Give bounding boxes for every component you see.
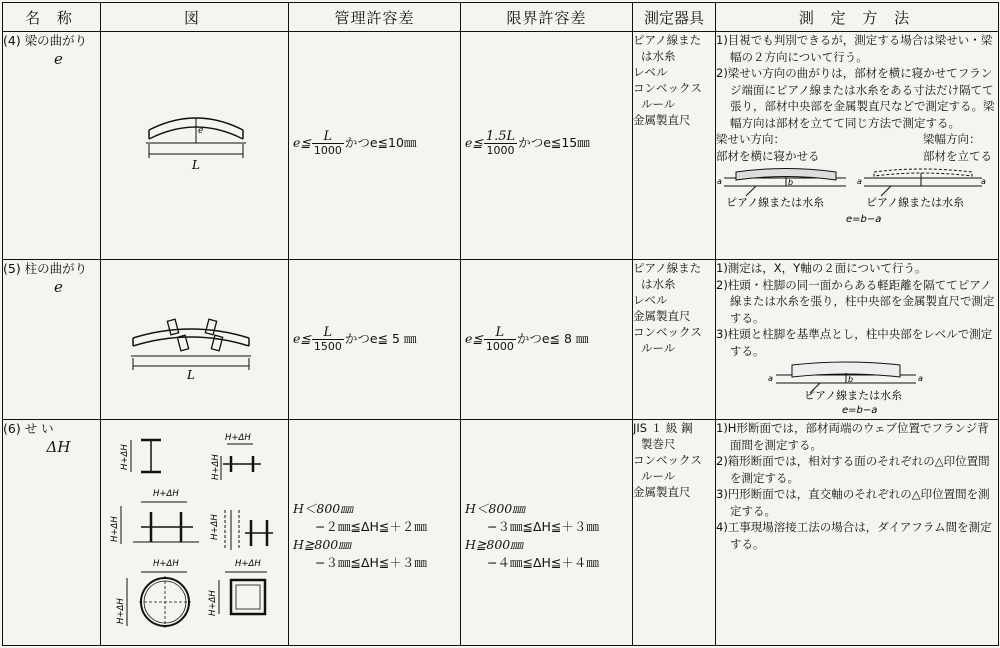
dim-label: H+ΔH — [208, 590, 218, 616]
column-measure-diagram — [716, 359, 988, 417]
method-cell: 1)測定は，X，Y軸の２面について行う。 2)柱頭・柱脚の同一面からある軽距離を隔ててピアノ線または水糸を張り，柱中央部を金属製直尺で測定する。 3)柱頭と柱脚を基準点とし，柱中央部をレベルで測定する。 b a a ピアノ線または水糸 e=b−a — [716, 260, 999, 420]
figure-cell — [101, 32, 289, 260]
instruments-cell: ピアノ線また は水糸 レベル 金属製直尺 コンベックス ルール — [633, 260, 716, 420]
dim-label-l: L — [187, 368, 195, 382]
method-cell: 1)H形断面では，部材両端のウェブ位置でフランジ背面間を測定する。 2)箱形断面では，相対する面のそれぞれの△印位置間を測定する。 3)円形断面では，直交軸のそれぞれの△印位置間を測定する。 4)工事現場溶接工法の場合は，ダイアフラム間を測定する。 — [716, 420, 999, 646]
control-tolerance-cell — [289, 260, 461, 420]
tol-fraction: $\frac{L}{1500}$ — [313, 325, 342, 353]
item-title: (4) 梁の曲がり — [3, 33, 88, 48]
instruments-cell: ピアノ線また は水糸 レベル コンベックス ルール 金属製直尺 — [633, 32, 716, 260]
svg-text:a: a — [857, 177, 862, 186]
header-name: 名 称 — [3, 3, 101, 32]
column-bend-figure — [101, 260, 289, 420]
item-name — [3, 420, 101, 646]
figure-cell — [101, 260, 289, 420]
control-tolerance-cell: H＜800㎜ −２㎜≦ΔH≦＋２㎜ H≧800㎜ −３㎜≦ΔH≦＋３㎜ — [289, 420, 461, 646]
item-name — [3, 260, 101, 420]
dim-label: H+ΔH — [110, 516, 120, 542]
item-title: (5) 柱の曲がり — [3, 261, 88, 276]
header-instruments: 測定器具 — [633, 3, 716, 32]
header-method: 測 定 方 法 — [716, 3, 999, 32]
formula: e=b−a — [846, 214, 882, 225]
dim-label: H+ΔH — [153, 489, 179, 499]
formula: e=b−a — [842, 405, 878, 416]
dim-label: H+ΔH — [235, 559, 261, 569]
tol-fraction: $\frac{L}{1000}$ — [485, 325, 514, 353]
item-name — [3, 32, 101, 260]
svg-text:a: a — [768, 374, 773, 383]
tol-fraction: $\frac{L}{1000}$ — [313, 129, 342, 157]
dim-label: H+ΔH — [116, 598, 126, 624]
tol-fraction: $\frac{1.5L}{1000}$ — [485, 129, 516, 157]
diagram-label: ピアノ線または水糸 — [866, 196, 965, 209]
tol-prefix: e≦ — [293, 135, 311, 150]
header-limit-tolerance: 限界許容差 — [461, 3, 633, 32]
tol-suffix: かつe≦15㎜ — [518, 135, 590, 150]
tolerance-table — [2, 2, 999, 646]
svg-text:a: a — [717, 177, 722, 186]
limit-tolerance-cell — [461, 260, 633, 420]
diagram-label: ピアノ線または水糸 — [726, 196, 825, 209]
limit-tolerance-cell — [461, 32, 633, 260]
method-cell: 1)目視でも判別できるが，測定する場合は梁せい・梁幅の２方向について行う。 2)梁せい方向の曲がりは，部材を横に寝かせてフランジ端面にピアノ線または水糸をある寸法だけ隔てて張り，部材中央部を金属製直尺などで測定する。梁幅方向は部材を立てて同じ方法で測定する。 梁せい方向： 部材を横に寝かせる 梁幅方向： 部材を立てる b a a a ピアノ線または水糸 ピアノ線または水糸 e=b−a — [716, 32, 999, 260]
svg-text:a: a — [981, 177, 986, 186]
dim-label: H+ΔH — [210, 514, 220, 540]
dim-label: H+ΔH — [211, 454, 221, 480]
figure-cell — [101, 420, 289, 646]
instruments-cell: JIS １ 級 鋼 製巻尺 コンベックス ルール 金属製直尺 — [633, 420, 716, 646]
table-row — [3, 32, 999, 260]
header-row — [3, 3, 999, 32]
depth-section-figures — [101, 420, 289, 646]
diagram-label: ピアノ線または水糸 — [804, 389, 903, 402]
tol-prefix: e≦ — [465, 135, 483, 150]
tol-suffix: かつe≦ 8 ㎜ — [516, 331, 589, 346]
item-title: (6) せ い — [3, 421, 54, 436]
e-mark: e — [198, 126, 204, 136]
header-control-tolerance: 管理許容差 — [289, 3, 461, 32]
control-tolerance-cell — [289, 32, 461, 260]
tol-prefix: e≦ — [465, 331, 483, 346]
dim-label: H+ΔH — [225, 433, 251, 443]
tol-suffix: かつe≦10㎜ — [344, 135, 417, 150]
svg-text:b: b — [788, 178, 794, 187]
limit-tolerance-cell: H＜800㎜ −３㎜≦ΔH≦＋３㎜ H≧800㎜ −４㎜≦ΔH≦＋４㎜ — [461, 420, 633, 646]
item-symbol: ΔH — [46, 438, 71, 456]
tol-prefix: e≦ — [293, 331, 311, 346]
dim-label: H+ΔH — [120, 444, 130, 470]
tol-suffix: かつe≦ 5 ㎜ — [344, 331, 417, 346]
dim-label-l: L — [192, 158, 200, 172]
table-row — [3, 420, 999, 646]
item-symbol: e — [54, 278, 63, 296]
beam-measure-diagram — [716, 164, 988, 226]
beam-bend-figure — [101, 32, 289, 260]
dim-label: H+ΔH — [153, 559, 179, 569]
svg-text:b: b — [848, 375, 854, 384]
svg-text:a: a — [918, 374, 923, 383]
item-symbol: e — [54, 50, 63, 68]
table-row — [3, 260, 999, 420]
header-figure: 図 — [101, 3, 289, 32]
